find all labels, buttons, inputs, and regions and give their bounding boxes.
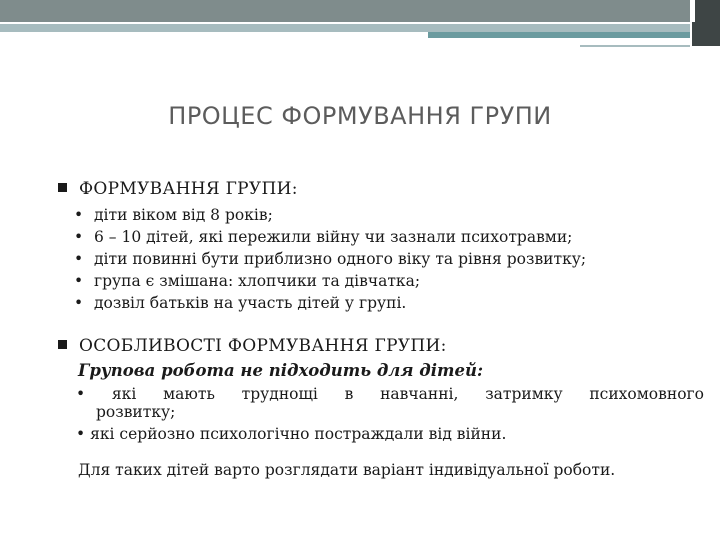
list-item bbox=[76, 385, 704, 421]
square-bullet-icon bbox=[58, 183, 67, 192]
bullet-icon: • bbox=[74, 250, 84, 268]
section-features-heading bbox=[58, 336, 447, 356]
header-stripe bbox=[0, 24, 690, 32]
square-bullet-icon bbox=[58, 340, 67, 349]
bullet-icon: • bbox=[74, 228, 84, 246]
section-heading-text: ФОРМУВАННЯ ГРУПИ: bbox=[79, 179, 298, 199]
list-item: • дозвіл батьків на участь дітей у групі. bbox=[74, 294, 407, 312]
header-bar bbox=[0, 0, 690, 22]
section-formation-heading bbox=[58, 179, 298, 199]
header-accent bbox=[428, 32, 690, 38]
corner-block bbox=[695, 0, 720, 46]
list-item: • діти віком від 8 років; bbox=[74, 206, 273, 224]
section-heading-text: ОСОБЛИВОСТІ ФОРМУВАННЯ ГРУПИ: bbox=[79, 336, 447, 356]
list-item: • 6 – 10 дітей, які пережили війну чи зазнали психотравми; bbox=[74, 228, 573, 246]
bullet-icon: • bbox=[74, 294, 84, 312]
note-text: Для таких дітей варто розглядати варіант індивідуальної роботи. bbox=[78, 461, 616, 479]
formation-list bbox=[74, 204, 586, 314]
header-underline bbox=[580, 45, 690, 47]
list-item: • група є змішана: хлопчики та дівчатка; bbox=[74, 272, 421, 290]
subheading: Групова робота не підходить для дітей: bbox=[78, 361, 484, 380]
list-item: • діти повинні бути приблизно одного віку та рівня розвитку; bbox=[74, 250, 587, 268]
page-title: ПРОЦЕС ФОРМУВАННЯ ГРУПИ bbox=[168, 102, 552, 130]
bullet-icon: • bbox=[74, 272, 84, 290]
bullet-icon: • bbox=[74, 206, 84, 224]
list-item: • які серйозно психологічно постраждали від війни. bbox=[76, 425, 507, 443]
justified-line: • які мають труднощі в навчанні, затримку психомовного bbox=[76, 385, 704, 403]
corner-block-edge bbox=[692, 22, 695, 46]
line-continuation: розвитку; bbox=[96, 403, 176, 421]
